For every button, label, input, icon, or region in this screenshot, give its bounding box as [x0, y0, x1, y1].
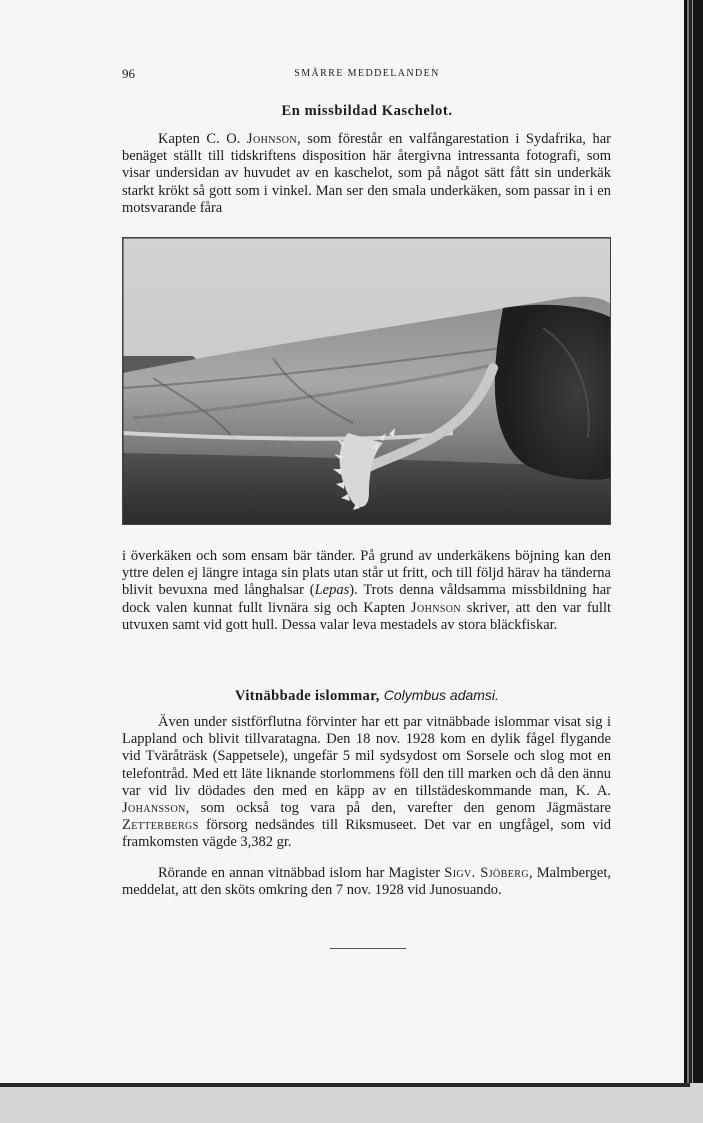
scan-edge-right [684, 0, 703, 1123]
article1-p2-text-a: i överkäken och som ensam bär tänder. På grund av underkäkens böjning kan den yttre delen ej längre intaga sin plats utan står ut fritt, och till följd härav ha tänderna blivit bevuxna med långhalsar ( [122, 548, 611, 599]
article1-p1-text-a: Kapten C. O. [158, 131, 247, 147]
article2-title-scientific: Colymbus adamsi. [383, 687, 499, 703]
article2-paragraph-2 [122, 865, 611, 899]
article2-p2-text-b: , Malmberget, meddelat, att den sköts omkring den 7 nov. 1928 vid Junosuando. [122, 865, 611, 899]
whale-photograph [122, 237, 611, 525]
article1-paragraph-1 [122, 131, 611, 217]
article2-p1-name1: Johansson [122, 800, 186, 817]
article2-p1-text-a: Även under sistförflutna förvinter har ett par vitnäbbade islommar visat sig i Lappland och blivit tillvaratagna. Den 18 nov. 1928 kom en dylik fågel flygande vid Tväråträsk (Sappetsele), ungefär 5 mil sydsydost om Sorsele och slog mot en telefontråd. Med ett läte liknande storlommens föll den till marken och då den ännu var vid liv dödades den med en käpp av en tillstädeskommande man, K. A. [122, 714, 611, 799]
article1-p2-text-b: ). Trots denna våldsamma missbildning har dock valen kunnat fullt livnära sig och Kapten [122, 582, 612, 616]
page-number: 96 [122, 66, 135, 81]
article2-p1-text-c: försorg nedsändes till Riksmuseet. Det var en ungfågel, som vid framkomsten vägde 3,382 gr. [122, 817, 611, 851]
article1-p2-text-c: skriver, att den var fullt utvuxen samt vid gott hull. Dessa valar leva mestadels av stora bläckfiskar. [122, 599, 612, 633]
running-head: SMÄRRE MEDDELANDEN [294, 68, 440, 79]
whale-photo-image [123, 238, 611, 525]
article1-paragraph-2 [122, 548, 611, 634]
article2-p1-text-b: , som också tog vara på den, varefter den genom Jägmästare [185, 800, 611, 817]
article1-p2-name: Johnson [410, 599, 462, 616]
article2-p2-name: Sigv. Sjöberg [444, 865, 529, 881]
article1-p1-name: Johnson [246, 131, 298, 147]
article2-p1-name2: Zetterbergs [122, 817, 199, 834]
article2-title-text: Vitnäbbade islommar, [235, 688, 384, 704]
page-header [122, 66, 612, 82]
article-title-kaschelot: En missbildad Kaschelot. [281, 103, 453, 119]
article-title-islommar [122, 687, 612, 705]
article1-p1-text-b: , som förestår en valfångarestation i Sydafrika, har benäget ställt till tidskriftens disposition här återgivna intressanta fotografi, som visar undersidan av huvudet av en kaschelot, som på något sätt fått sin underkäk starkt krökt så gott som i vinkel. Man ser den smala underkäken, som passar in i en motsvarande fåra [122, 131, 611, 216]
article1-p2-lepas: Lepas [314, 582, 350, 599]
closing-rule [330, 948, 406, 949]
article2-p2-text-a: Rörande en annan vitnäbbad islom har Magister [158, 865, 445, 881]
scan-edge-bottom [0, 1083, 703, 1123]
scan-edge-bottom-line [0, 1083, 690, 1087]
article2-paragraph-1 [122, 714, 611, 852]
